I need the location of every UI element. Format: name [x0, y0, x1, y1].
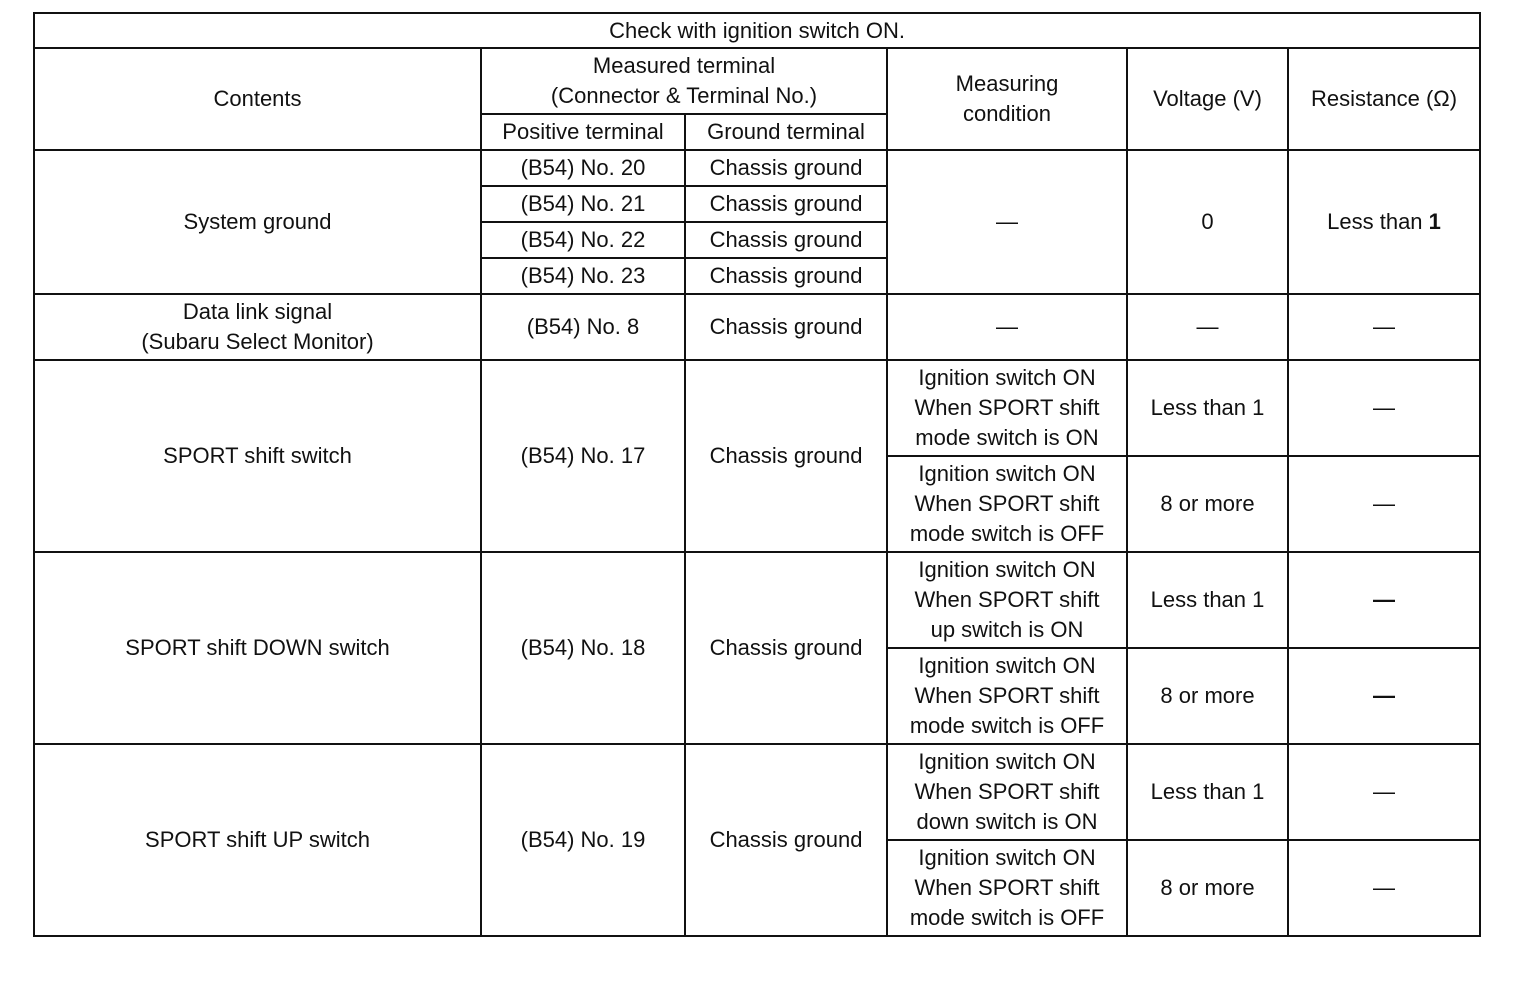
positive-terminal-cell: (B54) No. 22	[481, 222, 685, 258]
resistance-cell: —	[1288, 552, 1480, 648]
condition-line3: mode switch is OFF	[909, 713, 1105, 738]
table-title: Check with ignition switch ON.	[34, 13, 1480, 48]
table-row	[34, 744, 1480, 840]
condition-line2: When SPORT shift	[914, 395, 1100, 420]
condition-line1: Ignition switch ON	[918, 749, 1096, 774]
condition-line1: Ignition switch ON	[918, 365, 1096, 390]
ground-terminal-cell: Chassis ground	[685, 744, 887, 936]
header-measured-terminal-line1: Measured terminal	[592, 53, 776, 78]
positive-terminal-cell: (B54) No. 8	[481, 294, 685, 360]
header-measuring-condition	[887, 48, 1127, 150]
inspection-table	[33, 12, 1481, 937]
positive-terminal-cell: (B54) No. 19	[481, 744, 685, 936]
voltage-cell: Less than 1	[1127, 360, 1288, 456]
positive-terminal-cell: (B54) No. 17	[481, 360, 685, 552]
header-ground-terminal: Ground terminal	[685, 114, 887, 150]
data-link-contents-line2: (Subaru Select Monitor)	[141, 329, 374, 354]
condition-cell	[887, 744, 1127, 840]
data-link-contents-line1: Data link signal	[182, 299, 333, 324]
voltage-cell: 8 or more	[1127, 840, 1288, 936]
ground-terminal-cell: Chassis ground	[685, 258, 887, 294]
voltage-cell: Less than 1	[1127, 552, 1288, 648]
condition-line3: mode switch is ON	[915, 425, 1099, 450]
resistance-cell: —	[1288, 840, 1480, 936]
header-resistance: Resistance (Ω)	[1288, 48, 1480, 150]
voltage-cell: 8 or more	[1127, 456, 1288, 552]
condition-cell	[887, 552, 1127, 648]
resistance-cell: —	[1288, 648, 1480, 744]
condition-line3: mode switch is OFF	[909, 521, 1105, 546]
header-measured-terminal-line2: (Connector & Terminal No.)	[550, 83, 818, 108]
voltage-cell: Less than 1	[1127, 744, 1288, 840]
condition-line2: When SPORT shift	[914, 875, 1100, 900]
system-ground-voltage: 0	[1127, 150, 1288, 294]
table-row	[34, 294, 1480, 360]
condition-line1: Ignition switch ON	[918, 845, 1096, 870]
header-voltage: Voltage (V)	[1127, 48, 1288, 150]
ground-terminal-cell: Chassis ground	[685, 294, 887, 360]
system-ground-contents: System ground	[34, 150, 481, 294]
condition-line1: Ignition switch ON	[918, 461, 1096, 486]
condition-line3: down switch is ON	[916, 809, 1098, 834]
condition-line1: Ignition switch ON	[918, 653, 1096, 678]
condition-line2: When SPORT shift	[914, 491, 1100, 516]
ground-terminal-cell: Chassis ground	[685, 222, 887, 258]
table-row	[34, 552, 1480, 648]
sport-shift-contents: SPORT shift switch	[34, 360, 481, 552]
ground-terminal-cell: Chassis ground	[685, 186, 887, 222]
condition-cell	[887, 360, 1127, 456]
table-row	[34, 150, 1480, 186]
condition-line2: When SPORT shift	[914, 779, 1100, 804]
header-measuring-condition-line2: condition	[962, 101, 1052, 126]
sport-shift-up-contents: SPORT shift UP switch	[34, 744, 481, 936]
system-ground-condition: —	[887, 150, 1127, 294]
resistance-value: 1	[1428, 209, 1441, 234]
condition-line2: When SPORT shift	[914, 683, 1100, 708]
condition-line1: Ignition switch ON	[918, 557, 1096, 582]
header-measured-terminal	[481, 48, 887, 114]
resistance-prefix: Less than	[1327, 209, 1429, 234]
header-contents: Contents	[34, 48, 481, 150]
ground-terminal-cell: Chassis ground	[685, 552, 887, 744]
condition-line3: up switch is ON	[930, 617, 1084, 642]
voltage-cell: 8 or more	[1127, 648, 1288, 744]
condition-line2: When SPORT shift	[914, 587, 1100, 612]
positive-terminal-cell: (B54) No. 18	[481, 552, 685, 744]
resistance-cell: —	[1288, 744, 1480, 840]
condition-cell	[887, 840, 1127, 936]
header-measuring-condition-line1: Measuring	[955, 71, 1059, 96]
resistance-cell: —	[1288, 456, 1480, 552]
voltage-cell: —	[1127, 294, 1288, 360]
positive-terminal-cell: (B54) No. 23	[481, 258, 685, 294]
header-positive-terminal: Positive terminal	[481, 114, 685, 150]
resistance-cell: —	[1288, 360, 1480, 456]
table-row	[34, 360, 1480, 456]
condition-cell: —	[887, 294, 1127, 360]
condition-line3: mode switch is OFF	[909, 905, 1105, 930]
condition-cell	[887, 648, 1127, 744]
system-ground-resistance	[1288, 150, 1480, 294]
positive-terminal-cell: (B54) No. 20	[481, 150, 685, 186]
ground-terminal-cell: Chassis ground	[685, 360, 887, 552]
sport-shift-down-contents: SPORT shift DOWN switch	[34, 552, 481, 744]
resistance-cell: —	[1288, 294, 1480, 360]
condition-cell	[887, 456, 1127, 552]
positive-terminal-cell: (B54) No. 21	[481, 186, 685, 222]
data-link-contents	[34, 294, 481, 360]
ground-terminal-cell: Chassis ground	[685, 150, 887, 186]
